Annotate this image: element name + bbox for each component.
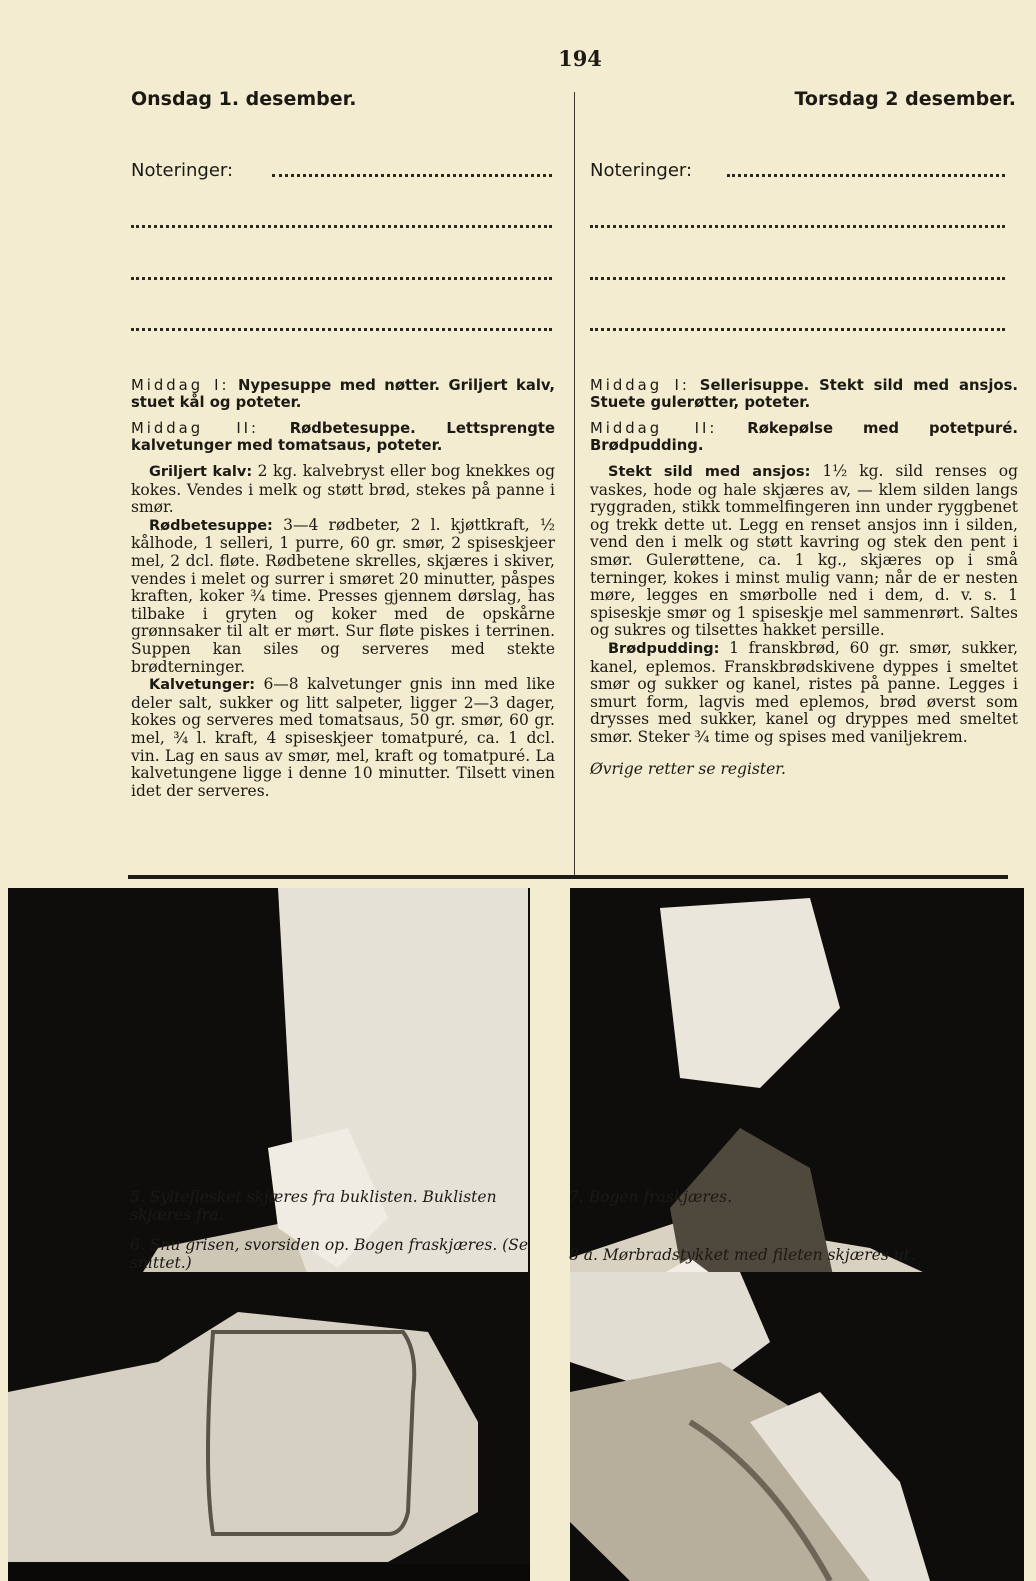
section-rule [128, 875, 1008, 879]
footnote: Øvrige retter se register. [590, 759, 786, 778]
menu-1 [131, 377, 555, 411]
right-notes-line [590, 277, 1005, 280]
recipe-text: 3—4 rødbeter, 2 l. kjøttkraft, ½ kålhode, 1 selleri, 1 purre, 60 gr. smør, 2 spiseskjeer mel, 2 dcl. fløte. Rødbetene skrelles, skjæres i skiver, vendes i melet og surrer i smøret 20 minutter, påspes kraften, koker ¾ time. Presses gjennem dørslag, has tilbake i gryten og koker med de opskårne grønnsaker til alt er mørt. Sur fløte piskes i terrinen. Suppen kan siles og serveres med stekte brødterninger. [131, 515, 555, 676]
left-notes-line [131, 328, 552, 331]
recipe-title: Griljert kalv: [149, 464, 253, 480]
menu-text: Rødbetesuppe. Lettsprengte kalvetunger med tomatsaus, poteter. [131, 420, 555, 454]
recipe-paragraph [131, 463, 555, 517]
recipe-title: Kalvetunger: [149, 677, 256, 694]
photo-illustration [570, 1272, 1024, 1581]
caption-5: 5. Sylteflesket skjæres fra buklisten. Buklisten skjæres fra. [130, 1188, 497, 1224]
caption-7: 7. Bogen fraskjæres. [569, 1188, 733, 1206]
left-recipe-column [131, 377, 555, 800]
left-notes-line [131, 277, 552, 280]
recipe-paragraph [590, 463, 1018, 640]
caption-6: 6. Snu grisen, svorsiden op. Bogen fraskjæres. (Se snittet.) [130, 1236, 529, 1272]
menu-label: Middag II: [590, 420, 718, 437]
recipe-text: 6—8 kalvetunger gnis inn med like deler salt, sukker og litt salpeter, ligger 2—3 dager, kokes og serveres med tomatsaus, 50 gr. smør, 60 gr. mel, ¾ l. kraft, 4 spiseskjeer tomatpuré, ca. 1 dcl. vin. Lag en saus av smør, mel, kraft og tomatpuré. La kalvetungene ligge i denne 10 minutter. Tilsett vinen idet der serveres. [131, 675, 555, 800]
right-notes-line [590, 225, 1005, 228]
recipe-paragraph [131, 676, 555, 800]
left-notes-line [272, 174, 552, 177]
menu-text: Røkepølse med potetpuré. Brødpudding. [590, 420, 1018, 454]
menu-2 [131, 420, 555, 454]
left-notes-label: Noteringer: [131, 160, 234, 181]
recipe-text: 1½ kg. sild renses og vaskes, hode og hale skjæres av, — klem silden langs ryggraden, stikk tommelfingeren inn under ryggbenet og trekk dette ut. Legg en renset ansjos inn i silden, vend den i melk og støtt kavring og stek den pent i smør. Gulerøttene, ca. 1 kg., skjæres op i små terninger, kokes i minst mulig vann; når de er nesten møre, legges en smørbolle ned i dem, d. v. s. 1 spiseskje smør og 1 spiseskje mel sammenrørt. Saltes og sukres og tilsettes hakket persille. [590, 462, 1018, 640]
recipe-title: Brødpudding: [608, 640, 720, 657]
right-recipe-column [590, 377, 1018, 778]
right-notes-line [727, 174, 1005, 177]
menu-text: Nypesuppe med nøtter. Griljert kalv, stuet kål og poteter. [131, 377, 555, 411]
left-notes-line [131, 225, 552, 228]
page-number: 194 [558, 46, 602, 71]
recipe-title: Stekt sild med ansjos: [608, 464, 811, 480]
menu-label: Middag I: [131, 377, 230, 394]
menu-2 [590, 420, 1018, 454]
photo-illustration [8, 1272, 530, 1581]
recipe-paragraph [590, 640, 1018, 747]
menu-label: Middag II: [131, 420, 260, 437]
right-day-heading: Torsdag 2 desember. [794, 88, 1016, 110]
recipe-paragraph [131, 517, 555, 676]
right-notes-label: Noteringer: [590, 160, 693, 181]
left-day-heading: Onsdag 1. desember. [131, 88, 357, 110]
menu-1 [590, 377, 1018, 411]
menu-label: Middag I: [590, 377, 690, 394]
recipe-text: 2 kg. kalvebryst eller bog knekkes og kokes. Vendes i melk og støtt brød, stekes på panne i smør. [131, 462, 555, 517]
menu-text: Sellerisuppe. Stekt sild med ansjos. Stuete gulerøtter, poteter. [590, 377, 1018, 411]
column-divider [574, 92, 575, 877]
caption-8a: 8 a. Mørbradstykket med fileten skjæres ut. [569, 1246, 915, 1264]
recipe-title: Rødbetesuppe: [149, 517, 273, 534]
right-notes-line [590, 328, 1005, 331]
photo-butchering-8a [570, 1272, 1024, 1581]
recipe-text: 1 franskbrød, 60 gr. smør, sukker, kanel, eplemos. Franskbrødskivene dyppes i smeltet smør og sukker og kanel, ristes på panne. Legges i smurt form, lagvis med eplemos, brød øverst som drysses med sukker, kanel og dryppes med smeltet smør. Steker ¾ time og spises med vaniljekrem. [590, 638, 1018, 746]
photo-butchering-6 [8, 1272, 530, 1581]
